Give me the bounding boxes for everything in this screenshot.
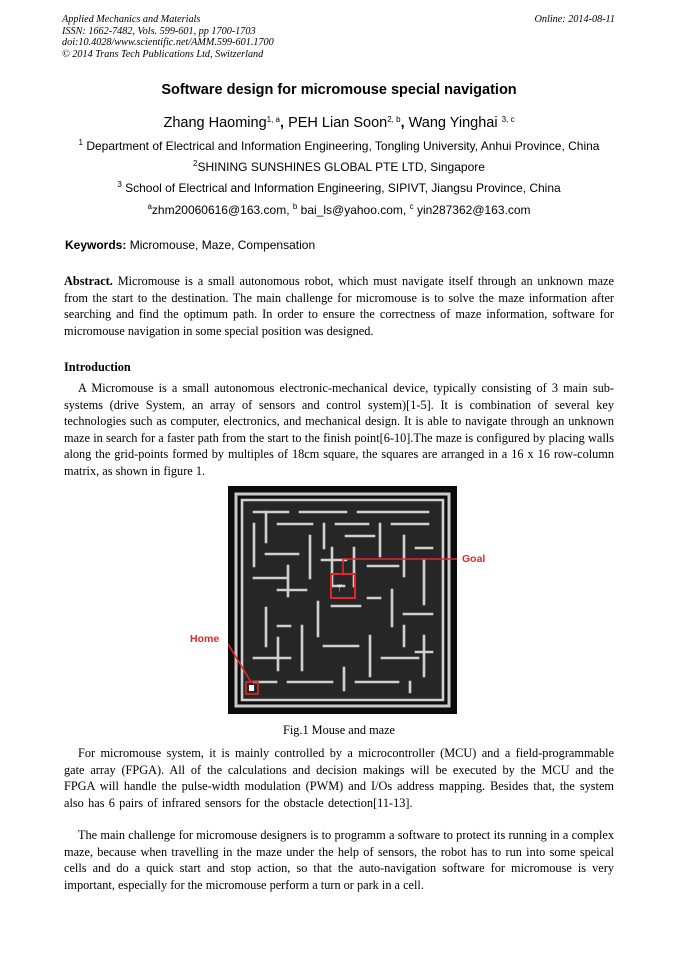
affiliation-text: Department of Electrical and Information Engineering, Tongling University, Anhui Province, China: [86, 139, 600, 153]
affiliation-2: [0, 160, 678, 174]
email-sup: b: [292, 202, 298, 211]
intro-paragraph-3: The main challenge for micromouse designers is to programm a software to protect its running in a complex maze, because when travelling in the maze under the help of sensors, the robot has to run into some speical cells and do a quick start and stop action, so that the auto-navigation software for micromouse is very important, especially for the micromouse perform a turn or park in a cell.: [64, 828, 614, 892]
keywords: [65, 238, 315, 252]
author-sup: 1, a: [266, 115, 280, 124]
email-address: yin287362@163.com: [416, 203, 531, 217]
author-name: PEH Lian Soon: [288, 115, 388, 131]
affiliation-text: School of Electrical and Information Engineering, SIPIVT, Jiangsu Province, China: [125, 181, 561, 195]
keywords-label: Keywords:: [65, 238, 127, 252]
journal-name: Applied Mechanics and Materials: [62, 14, 201, 25]
abstract-text: Micromouse is a small autonomous robot, which must navigate itself through an unknown maze from the start to the destination. The main challenge for micromouse is to solve the maze information after searching and find the optimum path. In order to ensure the correctness of maze information, software for micromouse navigation in some special position was designed.: [64, 274, 614, 338]
copyright-line: © 2014 Trans Tech Publications Ltd, Switzerland: [62, 48, 264, 60]
email-address: zhm20060616@163.com,: [151, 203, 290, 217]
author-sup: 3, c: [501, 115, 515, 124]
figure-caption: Fig.1 Mouse and maze: [282, 723, 396, 737]
author-name: Wang Yinghai: [408, 115, 498, 131]
abstract-label: Abstract.: [64, 274, 113, 288]
abstract: [64, 273, 614, 339]
goal-label: Goal: [462, 553, 486, 565]
journal-header: [62, 14, 274, 60]
keywords-text: Micromouse, Maze, Compensation: [129, 238, 316, 252]
maze-figure: [228, 486, 457, 714]
intro-paragraph-2: For micromouse system, it is mainly controlled by a microcontroller (MCU) and a field-programmable gate array (FPGA). All of the calculations and decision makings will be executed by the MCU and the FPGA will handle the pulse-width modulation (PWM) and I/Os address mapping. Besides that, the system also has 6 pairs of infrared sensors for the obstacle detection[11-13].: [64, 746, 614, 810]
affiliation-sup: 2: [193, 159, 198, 168]
affiliation-sup: 1: [78, 138, 83, 147]
home-label: Home: [190, 633, 220, 645]
author-list: Zhang Haoming$^{1, a}$, PEH Lian Soon$^{2, b}$, Wang Yinghai $^{3, c}$: [163, 115, 515, 131]
affiliation-sup: 3: [117, 180, 122, 189]
paper-title: Software design for micromouse special navigation: [161, 82, 517, 98]
email-line: [0, 203, 678, 217]
email-sup: c: [409, 202, 414, 211]
email-sup: a: [147, 202, 152, 211]
affiliation-3: [0, 181, 678, 195]
issn-line: ISSN: 1662-7482, Vols. 599-601, pp 1700-1703: [62, 25, 256, 37]
affiliation-1: [0, 139, 678, 153]
author-sup: 2, b: [387, 115, 401, 124]
author-name: Zhang Haoming: [163, 115, 267, 131]
intro-paragraph-1: A Micromouse is a small autonomous electronic-mechanical device, typically consisting of 3 main sub-systems (drive System, an array of sensors and control system)[1-5]. It is combination of several key technologies such as computer, electronics, and mechanical design. It is able to navigate through an unknown maze in search for a faster path from the start to the finish point[6-10].The maze is configured by placing walls along the grid-points formed by multiples of 18cm square, the squares are arranged in a 16 x 16 row-column matrix, as shown in figure 1.: [64, 381, 614, 478]
affiliation-text: SHINING SUNSHINES GLOBAL PTE LTD, Singapore: [197, 160, 485, 174]
online-date: Online: 2014-08-11: [534, 14, 615, 25]
mouse-icon: ᛘ: [337, 584, 343, 594]
section-heading: Introduction: [64, 360, 131, 374]
email-address: bai_ls@yahoo.com,: [300, 203, 407, 217]
maze-image: [228, 486, 457, 714]
doi-line: doi:10.4028/www.scientific.net/AMM.599-601.1700: [62, 37, 274, 48]
